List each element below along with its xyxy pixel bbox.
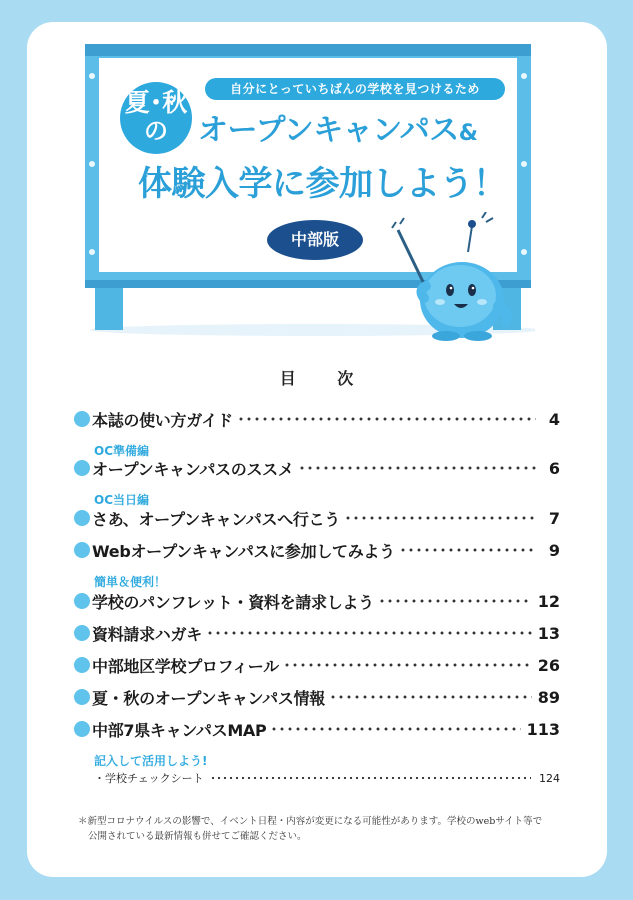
toc-entry-page: 7 [548,508,560,528]
tagline-banner: 自分にとっていちばんの学校を見つけるため [205,78,505,100]
mascot-character-icon [390,212,520,342]
toc-entry[interactable] [74,506,560,530]
toc-section-heading: 記入して活用しよう! [94,754,208,768]
dot-leader [298,466,536,470]
season-label: 夏･秋 [124,88,188,117]
bullet-icon [74,510,90,526]
dot-leader [237,417,536,421]
toc-section-heading: OC当日編 [94,493,150,507]
dot-leader [283,663,532,667]
bullet-icon [74,657,90,673]
toc-entry-page: 13 [537,623,560,643]
edition-badge: 中部版 [267,220,363,260]
toc-sub-entry-page: 124 [539,771,560,785]
toc-entry-label: 本誌の使い方ガイド [92,410,233,430]
toc-entry-page: 12 [537,591,560,611]
dot-leader [206,631,532,635]
toc-section-heading: OC準備編 [94,444,150,458]
toc-entry-label: 学校のパンフレット・資料を請求しよう [92,592,374,612]
toc-entry[interactable] [74,653,560,677]
dot-leader [210,776,531,780]
toc-entry[interactable] [74,685,560,709]
season-particle: の [144,117,168,145]
footnote-line-1: ＊新型コロナウイルスの影響で、イベント日程・内容が変更になる可能性があります。学校のwebサイト等で [78,816,543,827]
toc-entry-label: 資料請求ハガキ [92,624,202,644]
toc-entry-label: 中部地区学校プロフィール [92,656,279,676]
toc-sub-entry[interactable] [94,769,560,787]
bullet-icon [74,593,90,609]
toc-entry-page: 89 [537,687,560,707]
title-open-campus: オープンキャンパス [198,113,459,148]
toc-entry-label: 中部7県キャンパスMAP [92,720,267,740]
title-line-1 [198,110,477,155]
bullet-icon [74,411,90,427]
toc-heading: 目 次 [279,369,372,388]
bullet-icon [74,625,90,641]
dot-leader [329,695,532,699]
toc-entry[interactable] [74,407,560,431]
bullet-icon [74,689,90,705]
dot-leader [378,599,532,603]
bullet-icon [74,460,90,476]
toc-entry-label: 夏・秋のオープンキャンパス情報 [92,688,325,708]
toc-entry[interactable] [74,538,560,562]
toc-entry-label: オープンキャンパスのススメ [92,459,294,479]
footnote-line-2: 公開されている最新情報も併せてご確認ください。 [88,831,307,842]
toc-entry-label: Webオープンキャンパスに参加してみよう [92,541,395,561]
toc-entry[interactable] [74,589,560,613]
bullet-icon [74,542,90,558]
bullet-icon [74,721,90,737]
title-line-2: 体験入学に参加しよう！ [138,164,507,204]
title-ampersand: & [458,121,478,146]
toc-entry-page: 4 [548,409,560,429]
toc-entry-label: さあ、オープンキャンパスへ行こう [92,509,341,529]
toc-entry[interactable] [74,717,560,741]
toc-entry[interactable] [74,621,560,645]
dot-leader [344,516,536,520]
toc-entry-page: 9 [548,540,560,560]
toc-sub-entry-label: ・学校チェックシート [94,772,204,785]
toc-section-heading: 簡単＆便利！ [94,575,167,589]
footnote [78,814,578,844]
dot-leader [399,548,536,552]
toc-entry-page: 26 [537,655,560,675]
toc-entry-page: 6 [548,458,560,478]
dot-leader [270,727,520,731]
toc-entry-page: 113 [526,719,560,739]
toc-entry[interactable] [74,456,560,480]
